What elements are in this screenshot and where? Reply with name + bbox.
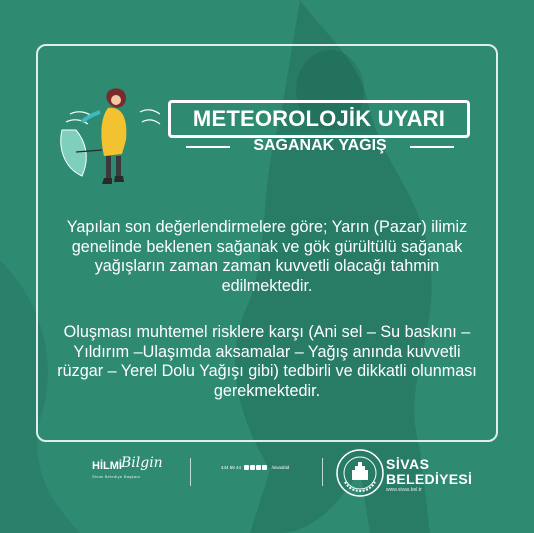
youtube-icon — [262, 465, 267, 470]
footer-divider-right — [322, 458, 323, 486]
social-handle: /sivasbld — [271, 465, 290, 470]
footer-divider-left — [190, 458, 191, 486]
social-icons — [244, 465, 268, 470]
contact-info — [221, 465, 305, 475]
mayor-name-bold: HİLMİ — [92, 460, 122, 472]
facebook-icon — [244, 465, 249, 470]
subtitle-rule-right — [410, 146, 454, 148]
brand-name-line2: BELEDİYESİ — [386, 471, 473, 487]
announcement-paragraph-1: Yapılan son değerlendirmelere göre; Yarın (Pazar) ilimiz genelinde beklenen sağanak ve gök gürültülü sağanak yağışların zaman zaman kuvvetli olacağı tahmin edilmektedir. — [66, 218, 468, 295]
subtitle-rule-left — [186, 146, 230, 148]
mayor-caption: Sivas Belediye Başkanı — [92, 474, 141, 479]
mayor-name-script: Bilgin — [121, 455, 163, 471]
website-link[interactable]: www.sivas.bel.tr — [386, 487, 422, 493]
brand-name-line1: SİVAS — [386, 456, 430, 472]
page-subtitle: SAĞANAK YAĞIŞ — [253, 137, 387, 154]
phone-number: 444 58 44 — [221, 465, 242, 470]
municipality-seal-logo — [335, 448, 385, 498]
announcement-paragraph-2: Oluşması muhtemel risklere karşı (Ani sel – Su baskını – Yıldırım –Ulaşımda aksamalar – Yağış anında kuvvetli rüzgar – Yerel Dolu Yağışı gibi) tedbirli ve dikkatli olunması gerekmektedir. — [57, 323, 477, 400]
twitter-icon — [250, 465, 255, 470]
woman-with-umbrella-illustration — [56, 78, 166, 198]
instagram-icon — [256, 465, 261, 470]
page-title: METEOROLOJİK UYARI — [168, 100, 470, 138]
